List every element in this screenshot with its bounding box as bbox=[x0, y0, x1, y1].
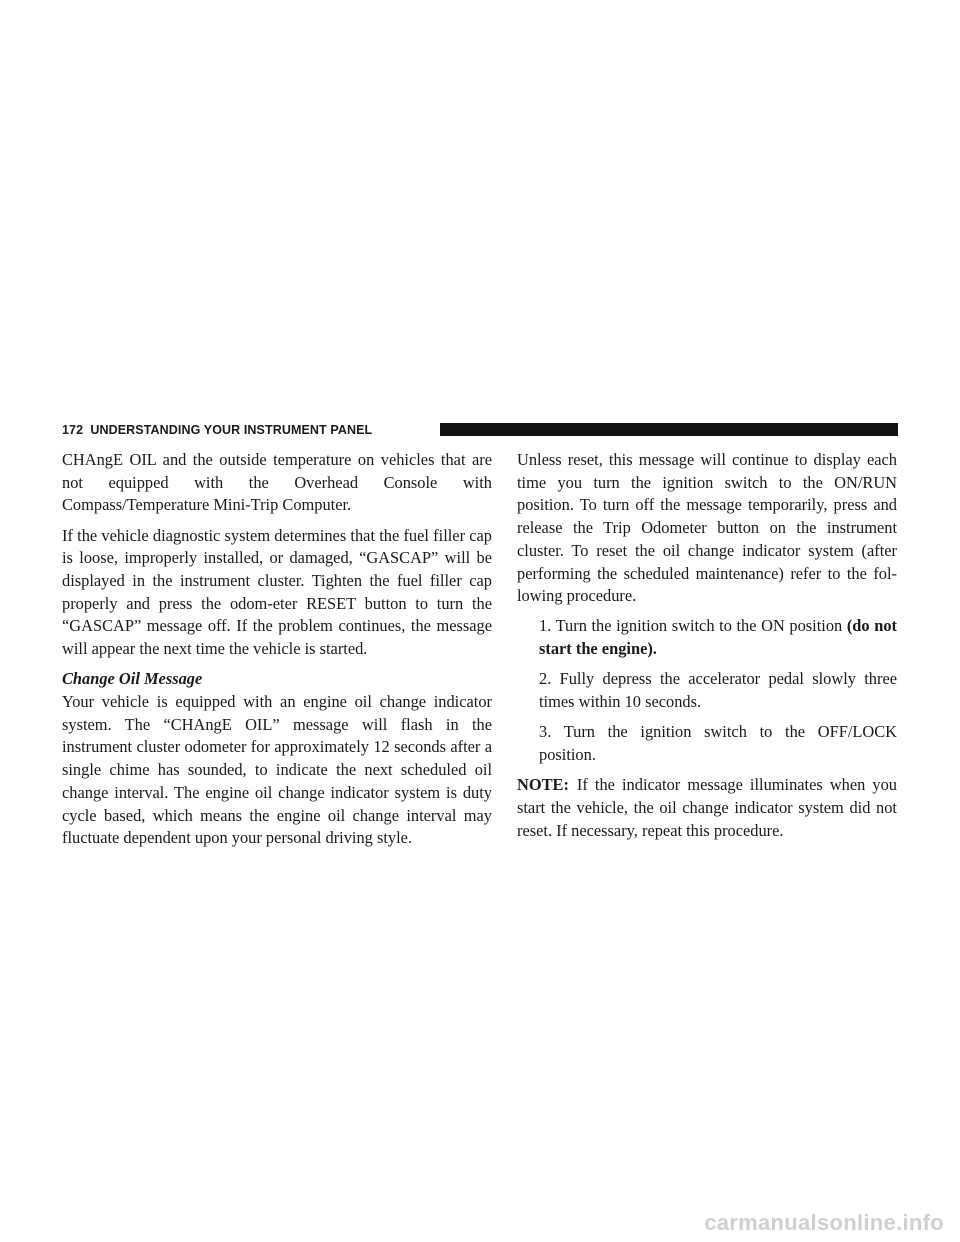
header-rule bbox=[440, 423, 898, 436]
subheading-change-oil: Change Oil Message bbox=[62, 669, 203, 689]
note-text: If the indicator message illuminates when you start the vehicle, the oil change indicator system did not reset. If necessary, repeat this procedure. bbox=[517, 775, 897, 840]
note-label: NOTE: bbox=[517, 775, 569, 795]
paragraph: Unless reset, this message will continue to display each time you turn the ignition switch to the ON/RUN position. To turn off the message temporarily, press and release the Trip Odometer button on the instrument cluster. To reset the oil change indicator system (after performing the scheduled maintenance) refer to the fol-lowing procedure. bbox=[517, 450, 897, 606]
procedure-step-3 bbox=[517, 721, 897, 766]
left-column bbox=[62, 449, 492, 857]
step-text: 3. Turn the ignition switch to the OFF/LOCK position. bbox=[539, 722, 897, 764]
procedure-step-2 bbox=[517, 668, 897, 713]
note bbox=[517, 774, 897, 842]
right-column bbox=[517, 449, 897, 850]
procedure-step-1 bbox=[517, 615, 897, 660]
page-number: 172 bbox=[62, 423, 84, 437]
step-emphasis: (do not start the engine). bbox=[539, 616, 897, 659]
paragraph: If the vehicle diagnostic system determines that the fuel filler cap is loose, improperly installed, or damaged, “GASCAP” will be displayed in the instrument cluster. Tighten the fuel filler cap properly and press the odom-eter RESET button to turn the “GASCAP” message off. If the problem continues, the message will appear the next time the vehicle is started. bbox=[62, 525, 492, 659]
paragraph: CHAngE OIL and the outside temperature on vehicles that are not equipped with the Overhead Console with Compass/Temperature Mini-Trip Computer. bbox=[62, 450, 492, 515]
step-text: 2. Fully depress the accelerator pedal slowly three times within 10 seconds. bbox=[539, 669, 897, 712]
watermark: carmanualsonline.info bbox=[704, 1210, 944, 1235]
step-text: 1. Turn the ignition switch to the ON position bbox=[539, 616, 847, 636]
header-text bbox=[62, 423, 378, 437]
paragraph: Your vehicle is equipped with an engine oil change indicator system. The “CHAngE OIL” message will flash in the instrument cluster odometer for approximately 12 seconds after a single chime has sounded, to indicate the next scheduled oil change interval. The engine oil change indicator system is duty cycle based, which means the engine oil change interval may fluctuate dependent upon your personal driving style. bbox=[62, 692, 492, 848]
section-title: UNDERSTANDING YOUR INSTRUMENT PANEL bbox=[90, 423, 373, 437]
page-header bbox=[62, 421, 898, 439]
